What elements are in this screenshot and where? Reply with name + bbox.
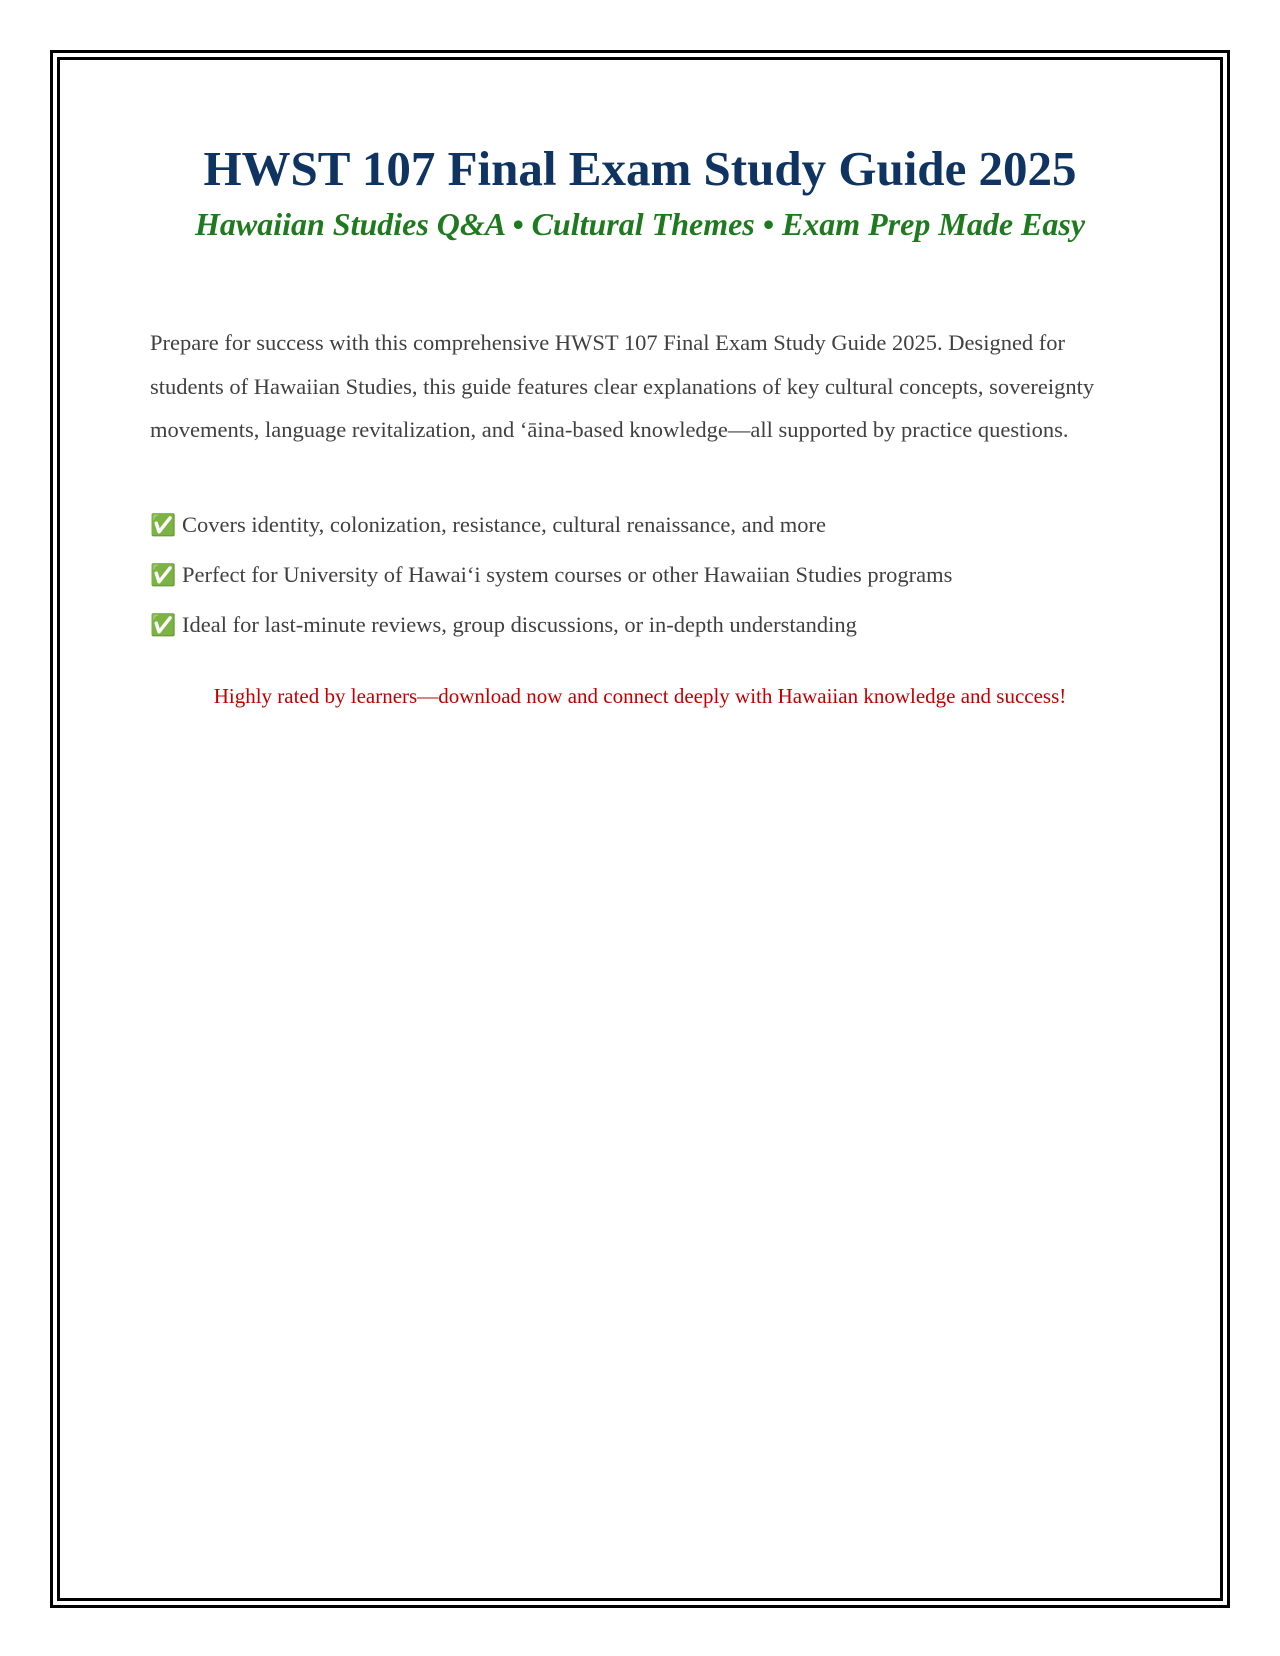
feature-list — [150, 500, 1130, 650]
feature-text: Perfect for University of Hawai‘i system courses or other Hawaiian Studies programs — [182, 561, 953, 587]
document-content — [150, 140, 1130, 709]
check-icon: ✅ — [150, 562, 177, 587]
feature-item — [150, 500, 1130, 550]
feature-text: Ideal for last-minute reviews, group discussions, or in-depth understanding — [182, 611, 857, 637]
feature-text: Covers identity, colonization, resistance, cultural renaissance, and more — [182, 511, 826, 537]
check-icon: ✅ — [150, 512, 177, 537]
intro-paragraph: Prepare for success with this comprehensive HWST 107 Final Exam Study Guide 2025. Designed for students of Hawaiian Studies, this guide features clear explanations of key cultural concepts, sovereignty movements, language revitalization, and ‘āina-based knowledge—all supported by practice questions. — [150, 330, 1095, 443]
check-icon: ✅ — [150, 612, 177, 637]
feature-item — [150, 600, 1130, 650]
document-subtitle: Hawaiian Studies Q&A • Cultural Themes • Exam Prep Made Easy — [194, 205, 1086, 242]
document-title: HWST 107 Final Exam Study Guide 2025 — [203, 141, 1077, 196]
feature-item — [150, 550, 1130, 600]
call-to-action: Highly rated by learners—download now and connect deeply with Hawaiian knowledge and success! — [213, 683, 1067, 708]
